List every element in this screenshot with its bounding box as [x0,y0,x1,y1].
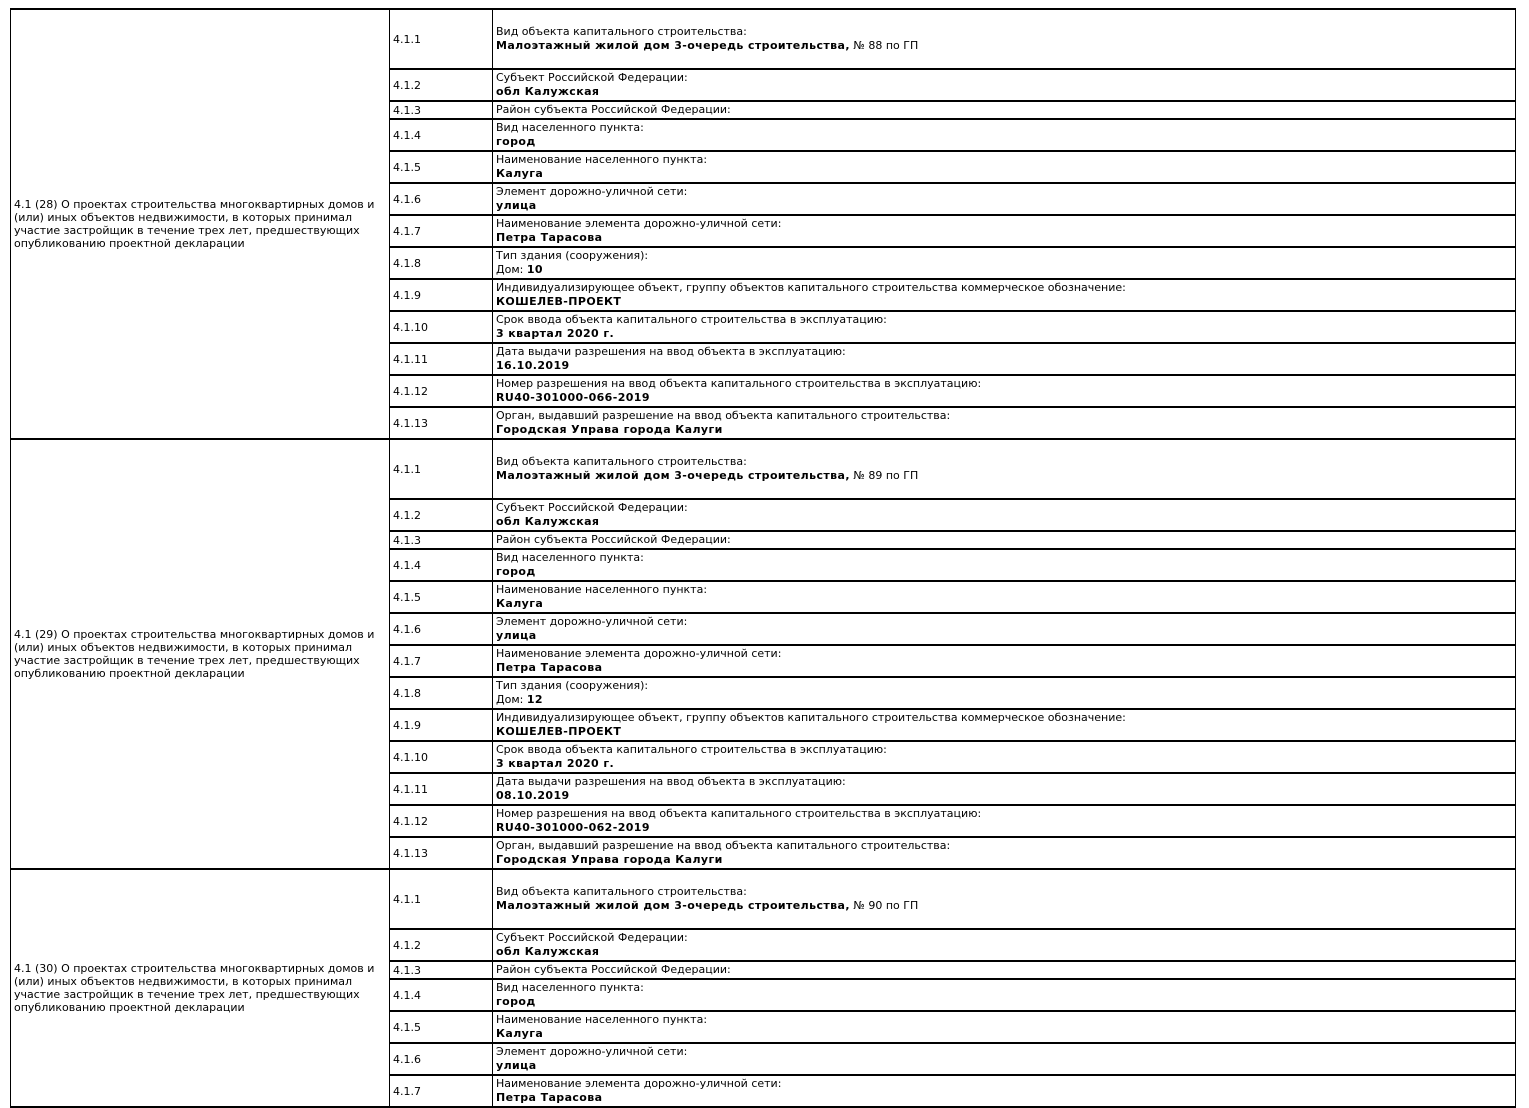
row-content-cell [493,69,1516,101]
field-value [496,39,1512,53]
field-value [496,469,1512,483]
row-code-cell: 4.1.5 [390,581,493,613]
row-content-cell [493,869,1516,929]
field-value [496,661,1512,675]
row-code-cell: 4.1.5 [390,151,493,183]
field-value-segment: Петра Тарасова [496,661,603,674]
field-value [496,693,1512,707]
field-value [496,263,1512,277]
field-value-segment: Городская Управа города Калуги [496,853,723,866]
field-value-segment: улица [496,629,537,642]
row-content-cell [493,613,1516,645]
row-content-cell [493,1075,1516,1107]
field-value [496,391,1512,405]
table-row [11,869,1516,929]
field-label: Орган, выдавший разрешение на ввод объекта капитального строительства: [496,409,951,422]
row-content-cell [493,151,1516,183]
row-code-cell: 4.1.11 [390,773,493,805]
row-code-cell: 4.1.5 [390,1011,493,1043]
table-body [11,9,1516,1107]
row-code-cell: 4.1.2 [390,69,493,101]
field-value [496,231,1512,245]
field-label: Наименование элемента дорожно-уличной сети: [496,1077,782,1090]
field-label: Индивидуализирующее объект, группу объектов капитального строительства коммерческое обозначение: [496,711,1126,724]
row-code-cell: 4.1.9 [390,279,493,311]
field-label: Индивидуализирующее объект, группу объектов капитального строительства коммерческое обозначение: [496,281,1126,294]
field-value-segment: 16.10.2019 [496,359,570,372]
row-code-cell: 4.1.10 [390,311,493,343]
row-code-cell: 4.1.13 [390,407,493,439]
field-label: Вид объекта капитального строительства: [496,885,747,898]
section-description-cell: 4.1 (29) О проектах строительства многоквартирных домов и (или) иных объектов недвижимости, в которых принимал участие застройщик в течение трех лет, предшествующих опубликованию проектной декларации [11,439,390,869]
field-value [496,757,1512,771]
field-value [496,1059,1512,1073]
field-label: Район субъекта Российской Федерации: [496,533,731,546]
field-value-segment: обл Калужская [496,85,600,98]
field-value [496,327,1512,341]
row-code-cell: 4.1.4 [390,979,493,1011]
row-content-cell [493,343,1516,375]
field-value [496,167,1512,181]
table-row [11,9,1516,69]
field-label: Наименование элемента дорожно-уличной сети: [496,217,782,230]
field-label: Элемент дорожно-уличной сети: [496,615,688,628]
field-value [496,135,1512,149]
row-content-cell [493,645,1516,677]
field-label: Субъект Российской Федерации: [496,501,688,514]
row-content-cell [493,439,1516,499]
row-code-cell: 4.1.3 [390,961,493,979]
row-code-cell: 4.1.11 [390,343,493,375]
section-description-cell: 4.1 (30) О проектах строительства многоквартирных домов и (или) иных объектов недвижимости, в которых принимал участие застройщик в течение трех лет, предшествующих опубликованию проектной декларации [11,869,390,1107]
field-value [496,423,1512,437]
field-value-segment: город [496,995,536,1008]
row-code-cell: 4.1.7 [390,1075,493,1107]
field-value [496,995,1512,1009]
row-content-cell [493,709,1516,741]
field-value [496,295,1512,309]
field-value-segment: Дом: [496,263,527,276]
row-content-cell [493,311,1516,343]
row-code-cell: 4.1.12 [390,805,493,837]
field-value-segment: 08.10.2019 [496,789,570,802]
field-value-segment: Дом: [496,693,527,706]
row-code-cell: 4.1.7 [390,645,493,677]
field-value-segment: № 89 по ГП [849,469,919,482]
field-value-segment: город [496,135,536,148]
field-value [496,597,1512,611]
row-content-cell [493,9,1516,69]
field-label: Срок ввода объекта капитального строительства в эксплуатацию: [496,313,887,326]
field-value-segment: 10 [526,263,543,276]
table-row [11,439,1516,499]
row-code-cell: 4.1.8 [390,677,493,709]
field-value-segment: Калуга [496,1027,544,1040]
row-code-cell: 4.1.4 [390,119,493,151]
row-code-cell: 4.1.1 [390,9,493,69]
row-code-cell: 4.1.8 [390,247,493,279]
row-content-cell [493,581,1516,613]
field-label: Вид населенного пункта: [496,551,644,564]
field-value [496,1027,1512,1041]
row-content-cell [493,929,1516,961]
field-label: Район субъекта Российской Федерации: [496,103,731,116]
field-label: Субъект Российской Федерации: [496,931,688,944]
field-value-segment: Калуга [496,167,544,180]
field-value [496,945,1512,959]
field-label: Элемент дорожно-уличной сети: [496,1045,688,1058]
row-code-cell: 4.1.6 [390,1043,493,1075]
row-code-cell: 4.1.2 [390,499,493,531]
row-code-cell: 4.1.1 [390,439,493,499]
field-value-segment: Калуга [496,597,544,610]
section-description-cell: 4.1 (28) О проектах строительства многоквартирных домов и (или) иных объектов недвижимости, в которых принимал участие застройщик в течение трех лет, предшествующих опубликованию проектной декларации [11,9,390,439]
row-content-cell [493,677,1516,709]
field-value-segment: Петра Тарасова [496,231,603,244]
field-value [496,515,1512,529]
field-value-segment: № 90 по ГП [849,899,919,912]
row-code-cell: 4.1.6 [390,183,493,215]
field-value [496,359,1512,373]
field-label: Тип здания (сооружения): [496,249,649,262]
field-value [496,725,1512,739]
field-label: Вид населенного пункта: [496,121,644,134]
field-value [496,85,1512,99]
field-value-segment: КОШЕЛЕВ-ПРОЕКТ [496,295,622,308]
row-code-cell: 4.1.4 [390,549,493,581]
row-content-cell [493,183,1516,215]
field-value [496,853,1512,867]
row-content-cell [493,531,1516,549]
field-value-segment: № 88 по ГП [849,39,919,52]
row-content-cell [493,979,1516,1011]
row-content-cell [493,247,1516,279]
field-label: Номер разрешения на ввод объекта капитального строительства в эксплуатацию: [496,807,982,820]
field-value-segment: улица [496,1059,537,1072]
row-code-cell: 4.1.6 [390,613,493,645]
field-label: Номер разрешения на ввод объекта капитального строительства в эксплуатацию: [496,377,982,390]
field-value-segment: Малоэтажный жилой дом 3-очередь строительства, [496,899,850,912]
field-label: Вид населенного пункта: [496,981,644,994]
row-content-cell [493,805,1516,837]
field-value [496,199,1512,213]
row-content-cell [493,961,1516,979]
field-value [496,821,1512,835]
project-declaration-table [10,8,1516,1108]
field-value [496,629,1512,643]
field-value-segment: RU40-301000-062-2019 [496,821,650,834]
row-content-cell [493,499,1516,531]
row-content-cell [493,407,1516,439]
row-content-cell [493,549,1516,581]
row-content-cell [493,101,1516,119]
field-value-segment: обл Калужская [496,945,600,958]
field-label: Субъект Российской Федерации: [496,71,688,84]
row-content-cell [493,279,1516,311]
field-value-segment: Городская Управа города Калуги [496,423,723,436]
field-value-segment: КОШЕЛЕВ-ПРОЕКТ [496,725,622,738]
field-label: Дата выдачи разрешения на ввод объекта в эксплуатацию: [496,775,846,788]
field-label: Орган, выдавший разрешение на ввод объекта капитального строительства: [496,839,951,852]
field-value-segment: 3 квартал 2020 г. [496,757,615,770]
field-value-segment: RU40-301000-066-2019 [496,391,650,404]
field-label: Дата выдачи разрешения на ввод объекта в эксплуатацию: [496,345,846,358]
field-value-segment: 12 [526,693,543,706]
field-value-segment: обл Калужская [496,515,600,528]
row-content-cell [493,741,1516,773]
field-value [496,789,1512,803]
field-label: Вид объекта капитального строительства: [496,455,747,468]
field-label: Срок ввода объекта капитального строительства в эксплуатацию: [496,743,887,756]
field-value-segment: 3 квартал 2020 г. [496,327,615,340]
row-content-cell [493,119,1516,151]
row-code-cell: 4.1.9 [390,709,493,741]
row-code-cell: 4.1.1 [390,869,493,929]
row-code-cell: 4.1.3 [390,101,493,119]
row-content-cell [493,1043,1516,1075]
field-label: Район субъекта Российской Федерации: [496,963,731,976]
field-label: Тип здания (сооружения): [496,679,649,692]
field-value [496,1091,1512,1105]
row-code-cell: 4.1.10 [390,741,493,773]
field-value-segment: город [496,565,536,578]
field-value-segment: Петра Тарасова [496,1091,603,1104]
field-label: Наименование населенного пункта: [496,583,708,596]
field-label: Наименование населенного пункта: [496,153,708,166]
row-code-cell: 4.1.12 [390,375,493,407]
row-content-cell [493,773,1516,805]
field-label: Наименование населенного пункта: [496,1013,708,1026]
row-content-cell [493,215,1516,247]
field-label: Элемент дорожно-уличной сети: [496,185,688,198]
field-value [496,565,1512,579]
row-content-cell [493,1011,1516,1043]
field-value-segment: улица [496,199,537,212]
field-label: Вид объекта капитального строительства: [496,25,747,38]
row-content-cell [493,375,1516,407]
row-content-cell [493,837,1516,869]
row-code-cell: 4.1.7 [390,215,493,247]
field-value-segment: Малоэтажный жилой дом 3-очередь строительства, [496,469,850,482]
field-value [496,899,1512,913]
row-code-cell: 4.1.3 [390,531,493,549]
row-code-cell: 4.1.13 [390,837,493,869]
field-value-segment: Малоэтажный жилой дом 3-очередь строительства, [496,39,850,52]
row-code-cell: 4.1.2 [390,929,493,961]
field-label: Наименование элемента дорожно-уличной сети: [496,647,782,660]
